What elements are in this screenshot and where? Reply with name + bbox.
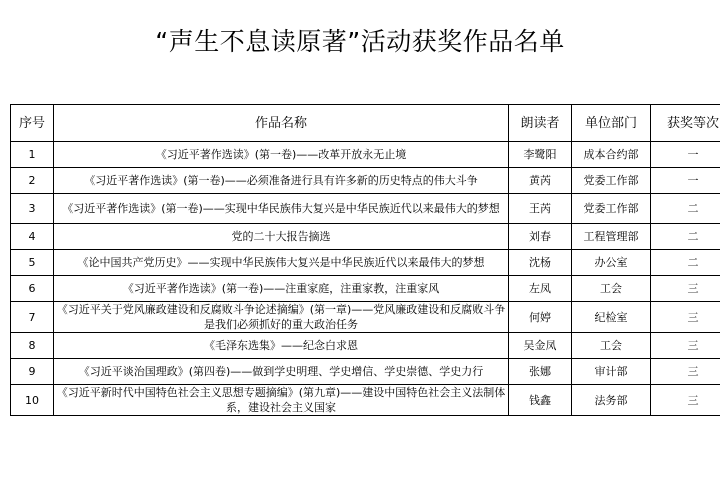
page-title: “声生不息读原著”活动获奖作品名单 — [155, 27, 565, 56]
cell-no: 10 — [11, 385, 54, 416]
cell-award: 三 — [651, 302, 720, 333]
cell-no: 1 — [11, 142, 54, 168]
cell-work: 《习近平新时代中国特色社会主义思想专题摘编》(第九章)——建设中国特色社会主义法制体系，建设社会主义国家 — [54, 385, 509, 416]
cell-reader: 何婷 — [509, 302, 572, 333]
cell-dept: 审计部 — [572, 359, 651, 385]
cell-reader: 黄芮 — [509, 168, 572, 194]
table-row — [11, 142, 720, 168]
header-award: 获奖等次 — [651, 105, 720, 142]
cell-dept: 工程管理部 — [572, 224, 651, 250]
cell-work: 《论中国共产党历史》——实现中华民族伟大复兴是中华民族近代以来最伟大的梦想 — [54, 250, 509, 276]
cell-reader: 李鹭阳 — [509, 142, 572, 168]
cell-award: 三 — [651, 359, 720, 385]
table-row — [11, 224, 720, 250]
cell-reader: 张娜 — [509, 359, 572, 385]
cell-reader: 吴金凤 — [509, 333, 572, 359]
award-table — [10, 104, 720, 416]
table-row — [11, 385, 720, 416]
table-row — [11, 302, 720, 333]
table-row — [11, 250, 720, 276]
cell-work: 《习近平著作选读》(第一卷)——必须准备进行具有许多新的历史特点的伟大斗争 — [54, 168, 509, 194]
table-row — [11, 194, 720, 224]
cell-no: 8 — [11, 333, 54, 359]
cell-award: 二 — [651, 224, 720, 250]
cell-dept: 工会 — [572, 333, 651, 359]
cell-dept: 纪检室 — [572, 302, 651, 333]
cell-award: 三 — [651, 333, 720, 359]
cell-award: 一 — [651, 168, 720, 194]
table-row — [11, 276, 720, 302]
cell-reader: 钱鑫 — [509, 385, 572, 416]
table-row — [11, 333, 720, 359]
cell-work: 《习近平著作选读》(第一卷)——注重家庭，注重家教，注重家风 — [54, 276, 509, 302]
cell-work: 《习近平著作选读》(第一卷)——实现中华民族伟大复兴是中华民族近代以来最伟大的梦想 — [54, 194, 509, 224]
cell-work: 《习近平谈治国理政》(第四卷)——做到学史明理、学史增信、学史崇德、学史力行 — [54, 359, 509, 385]
header-no: 序号 — [11, 105, 54, 142]
cell-reader: 刘春 — [509, 224, 572, 250]
cell-award: 二 — [651, 250, 720, 276]
table-row — [11, 359, 720, 385]
table-row — [11, 168, 720, 194]
cell-dept: 党委工作部 — [572, 194, 651, 224]
cell-award: 三 — [651, 385, 720, 416]
cell-no: 5 — [11, 250, 54, 276]
cell-dept: 党委工作部 — [572, 168, 651, 194]
cell-no: 6 — [11, 276, 54, 302]
cell-dept: 成本合约部 — [572, 142, 651, 168]
cell-award: 一 — [651, 142, 720, 168]
cell-work: 党的二十大报告摘选 — [54, 224, 509, 250]
cell-work: 《习近平著作选读》(第一卷)——改革开放永无止境 — [54, 142, 509, 168]
cell-award: 三 — [651, 276, 720, 302]
cell-dept: 工会 — [572, 276, 651, 302]
cell-award: 二 — [651, 194, 720, 224]
cell-reader: 左凤 — [509, 276, 572, 302]
cell-no: 2 — [11, 168, 54, 194]
cell-no: 4 — [11, 224, 54, 250]
cell-no: 3 — [11, 194, 54, 224]
cell-reader: 沈杨 — [509, 250, 572, 276]
header-work: 作品名称 — [54, 105, 509, 142]
cell-no: 9 — [11, 359, 54, 385]
cell-work: 《习近平关于党风廉政建设和反腐败斗争论述摘编》(第一章)——党风廉政建设和反腐败斗争是我们必须抓好的重大政治任务 — [54, 302, 509, 333]
header-dept: 单位部门 — [572, 105, 651, 142]
cell-dept: 办公室 — [572, 250, 651, 276]
header-reader: 朗读者 — [509, 105, 572, 142]
cell-dept: 法务部 — [572, 385, 651, 416]
cell-reader: 王芮 — [509, 194, 572, 224]
table-header-row — [11, 105, 720, 142]
cell-work: 《毛泽东选集》——纪念白求恩 — [54, 333, 509, 359]
cell-no: 7 — [11, 302, 54, 333]
